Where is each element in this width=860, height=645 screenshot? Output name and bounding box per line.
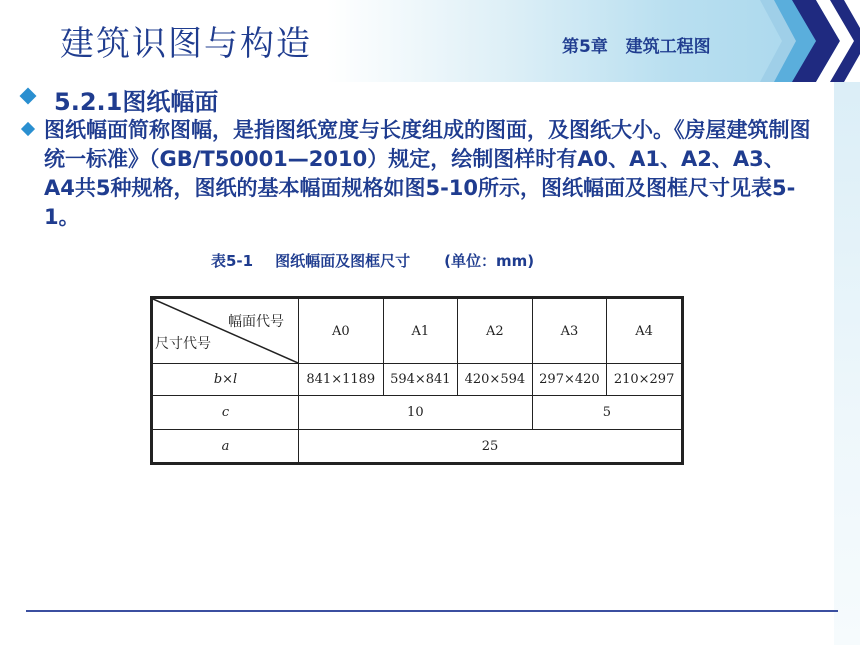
diagonal-line [153,299,298,363]
diamond-bullet-icon [21,122,35,136]
table-cell: 297×420 [532,364,607,396]
table-corner-cell [152,298,299,364]
table-caption-title: 图纸幅面及图框尺寸 [275,252,411,270]
table-header-cell: A1 [383,298,458,364]
corner-top-label: 幅面代号 [228,314,284,330]
chevron-decoration-icon [760,0,860,82]
right-decoration-panel [834,82,860,645]
table-caption-unit: (单位：mm) [444,252,535,270]
diamond-bullet-icon [20,88,37,105]
page-title: 建筑识图与构造 [60,24,312,64]
table-header-cell: A4 [607,298,683,364]
table-row [152,364,683,396]
table-header-row [152,298,683,364]
table-caption-label: 表5-1 [211,252,254,270]
table-row [152,430,683,464]
table-row [152,396,683,430]
corner-bottom-label: 尺寸代号 [155,336,211,352]
body-paragraph: 图纸幅面简称图幅，是指图纸宽度与长度组成的图面，及图纸大小。《房屋建筑制图统一标准》（GB/T50001—2010）规定，绘制图样时有A0、A1、A2、A3、A4共5种规格，图纸的基本幅面规格如图5-10所示，图纸幅面及图框尺寸见表5-1。 [44,118,811,229]
table-cell: 5 [532,396,682,430]
section-title: 5.2.1图纸幅面 [54,88,219,116]
table-header-cell: A2 [458,298,533,364]
row-label: c [152,396,299,430]
chapter-label: 第5章 建筑工程图 [562,37,711,57]
table-cell: 420×594 [458,364,533,396]
row-label: b×l [152,364,299,396]
table-cell: 594×841 [383,364,458,396]
table-cell: 10 [299,396,533,430]
size-table [150,296,684,465]
table-caption [211,250,534,271]
table-cell: 841×1189 [299,364,384,396]
footer-divider [26,610,838,612]
table-cell: 210×297 [607,364,683,396]
row-label: a [152,430,299,464]
table-cell: 25 [299,430,683,464]
table-header-cell: A3 [532,298,607,364]
table-header-cell: A0 [299,298,384,364]
